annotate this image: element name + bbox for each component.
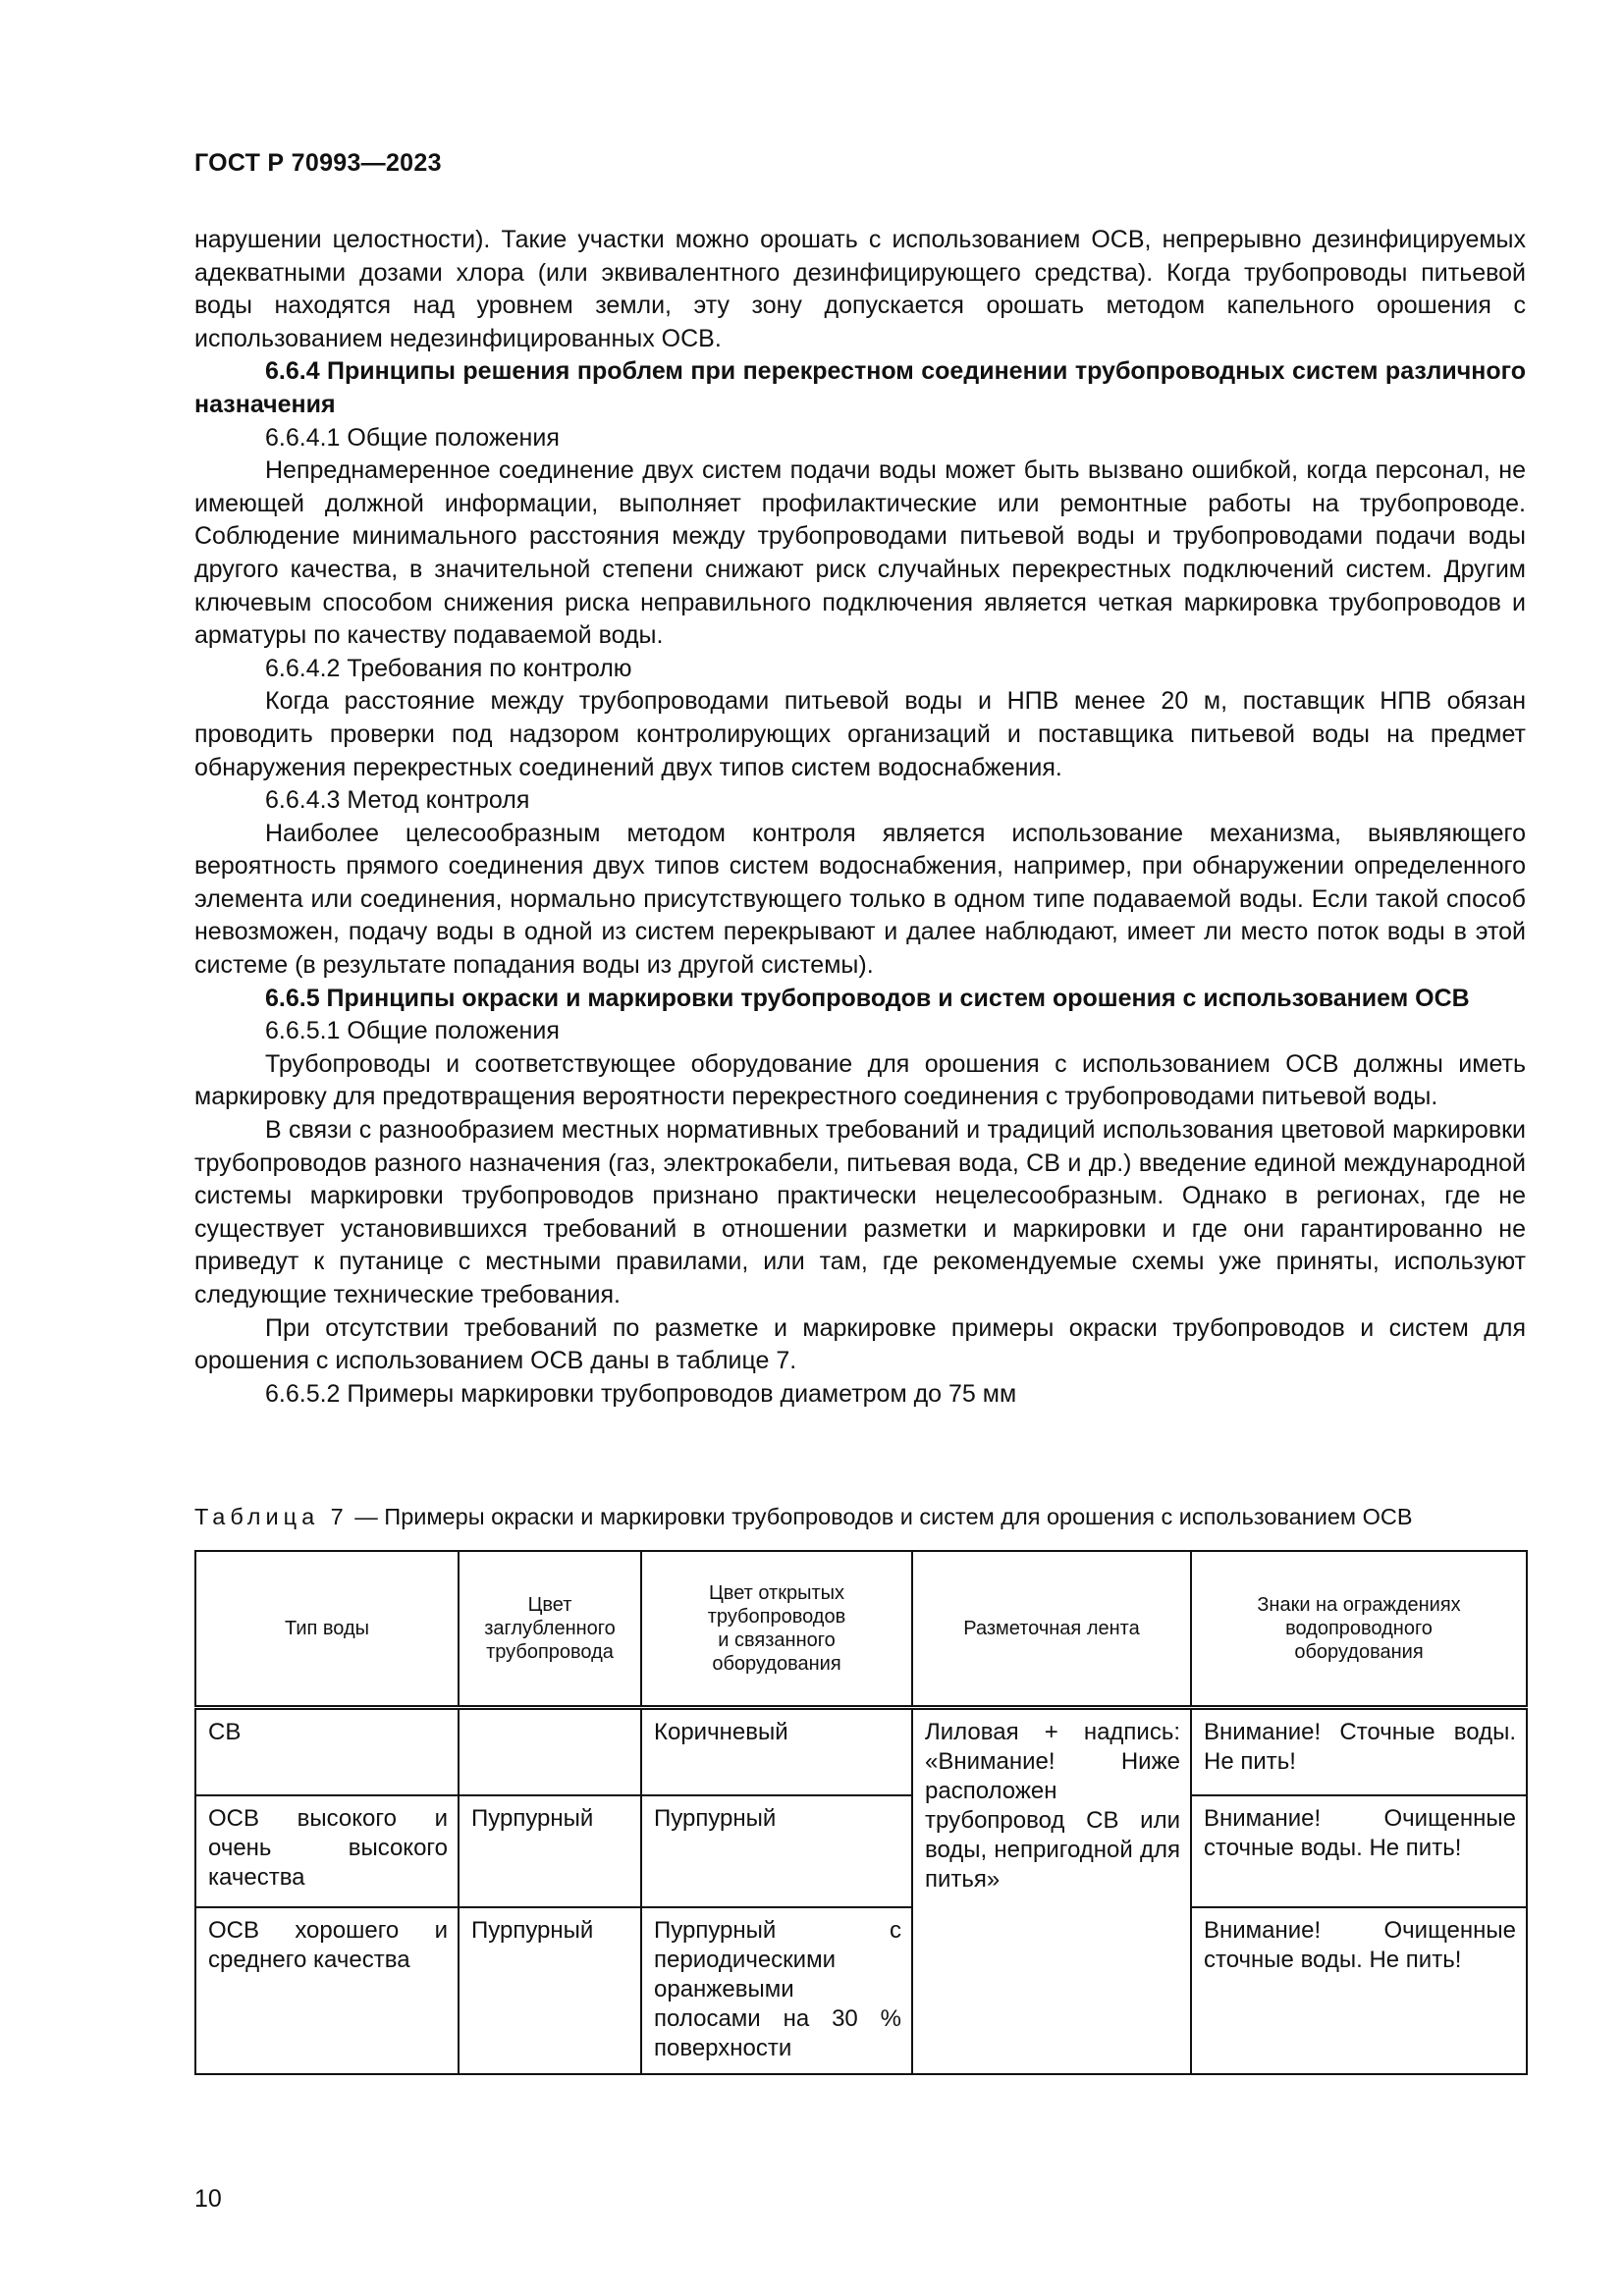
paragraph: В связи с разнообразием местных нормативных требований и традиций использования цветовой маркировки трубопроводов разного назначения (газ, электрокабели, питьевая вода, СВ и др.) введение единой международной системы маркировки трубопроводов признано практически нецелесообразным. Однако в регионах, где не существует установившихся требований в отношении разметки и маркировки и где они гарантированно не приведут к путанице с местными правилами, или там, где рекомендуемые схемы уже приняты, используют следующие технические требования. [194,1116,1526,1308]
paragraph: Трубопроводы и соответствующее оборудование для орошения с использованием ОСВ должны иметь маркировку для предотвращения вероятности перекрестного соединения с трубопроводами питьевой воды. [194,1049,1526,1111]
header-fence-signs: Знаки на ограждениях водопроводного оборудования [1191,1551,1527,1708]
table-7 [194,1550,1528,2075]
paragraph: Наиболее целесообразным методом контроля является использование механизма, выявляющего вероятность прямого соединения двух типов систем водоснабжения, например, при обнаружении определенного элемента или соединения, нормально присутствующего только в одном типе подаваемой воды. Если такой способ невозможен, подачу воды в одной из систем перекрывают и далее наблюдают, имеет ли место поток воды в этой системе (в результате попадания воды из другой системы). [194,819,1526,980]
table-row [195,1795,1527,1907]
body-text [194,224,1526,1411]
section-heading-6-6-5: 6.6.5 Принципы окраски и маркировки трубопроводов и систем орошения с использованием ОСВ [265,984,1470,1012]
header-water-type: Тип воды [195,1551,459,1708]
cell-water-type: ОСВ высокого и очень высокого качества [195,1795,459,1907]
subsection-heading-6-6-4-3: 6.6.4.3 Метод контроля [265,786,530,815]
page-number: 10 [194,2185,222,2213]
section-heading-6-6-4: 6.6.4 Принципы решения проблем при перекрестном соединении трубопроводных систем различного назначения [194,357,1526,418]
paragraph: Непреднамеренное соединение двух систем подачи воды может быть вызвано ошибкой, когда персонал, не имеющей должной информации, выполняет профилактические или ремонтные работы на трубопроводе. Соблюдение минимального расстояния между трубопроводами питьевой воды и трубопроводами подачи воды другого качества, в значительной степени снижают риск случайных перекрестных подключений систем. Другим ключевым способом снижения риска неправильного подключения является четкая маркировка трубопроводов и арматуры по качеству подаваемой воды. [194,456,1526,650]
document-code-header: ГОСТ Р 70993—2023 [194,149,442,177]
table-row [195,1907,1527,2074]
cell-fence-signs: Внимание! Сточные воды. Не пить! [1191,1708,1527,1796]
cell-open-color: Пурпурный с периодическими оранжевыми полосами на 30 % поверхности [641,1907,912,2074]
table-row [195,1708,1527,1796]
header-buried-pipe-color: Цвет заглубленного трубопровода [459,1551,641,1708]
table-header-row [195,1551,1527,1708]
subsection-heading-6-6-5-2: 6.6.5.2 Примеры маркировки трубопроводов диаметром до 75 мм [265,1379,1017,1408]
header-marking-tape: Разметочная лента [912,1551,1191,1708]
cell-water-type: СВ [195,1708,459,1796]
subsection-heading-6-6-4-1: 6.6.4.1 Общие положения [265,423,560,452]
cell-buried-color: Пурпурный [459,1907,641,2074]
table-caption-text: — Примеры окраски и маркировки трубопроводов и систем для орошения с использованием ОСВ [348,1504,1413,1529]
paragraph: При отсутствии требований по разметке и маркировке примеры окраски трубопроводов и систем для орошения с использованием ОСВ даны в таблице 7. [194,1313,1526,1375]
paragraph: Когда расстояние между трубопроводами питьевой воды и НПВ менее 20 м, поставщик НПВ обязан проводить проверки под надзором контролирующих организаций и поставщика питьевой воды на предмет обнаружения перекрестных соединений двух типов систем водоснабжения. [194,687,1526,781]
cell-water-type: ОСВ хорошего и среднего качества [195,1907,459,2074]
table-caption [194,1504,1530,1530]
cell-buried-color: Пурпурный [459,1795,641,1907]
cell-open-color: Пурпурный [641,1795,912,1907]
cell-open-color: Коричневый [641,1708,912,1796]
header-open-pipe-color: Цвет открытых трубопроводов и связанного оборудования [641,1551,912,1708]
cell-fence-signs: Внимание! Очищенные сточные воды. Не пить! [1191,1795,1527,1907]
cell-buried-color [459,1708,641,1796]
cell-marking-tape: Лиловая + надпись: «Внимание! Ниже расположен трубопровод СВ или воды, непригодной для питья» [912,1708,1191,2075]
subsection-heading-6-6-4-2: 6.6.4.2 Требования по контролю [265,654,632,682]
cell-fence-signs: Внимание! Очищенные сточные воды. Не пить! [1191,1907,1527,2074]
paragraph-continuation: нарушении целостности). Такие участки можно орошать с использованием ОСВ, непрерывно дезинфицируемых адекватными дозами хлора (или эквивалентного дезинфицирующего средства). Когда трубопроводы питьевой воды находятся над уровнем земли, эту зону допускается орошать методом капельного орошения с использованием недезинфицированных ОСВ. [194,226,1526,352]
subsection-heading-6-6-5-1: 6.6.5.1 Общие положения [265,1017,560,1045]
table-caption-label: Таблица 7 [194,1504,349,1529]
